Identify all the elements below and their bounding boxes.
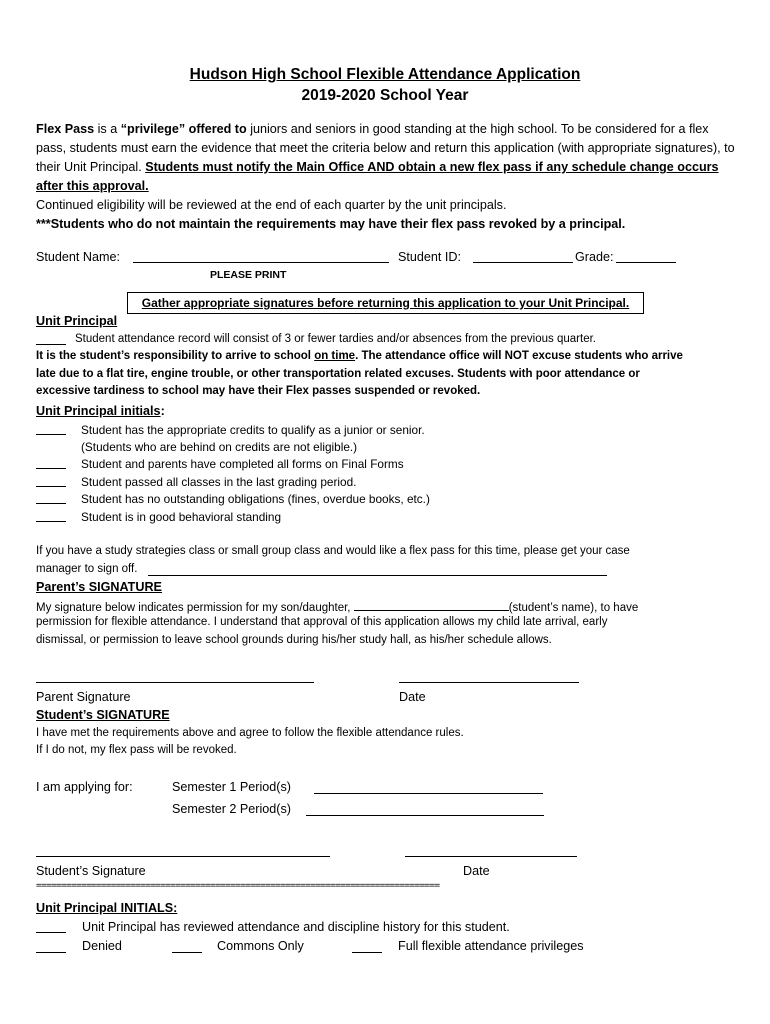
commons-only-label: Commons Only	[217, 939, 304, 953]
initial-blank[interactable]	[36, 456, 66, 469]
parent-date-label: Date	[399, 690, 426, 704]
semester-1-label: Semester 1 Period(s)	[172, 780, 291, 794]
form-title: Hudson High School Flexible Attendance Application	[189, 66, 581, 83]
study-class-line-2: manager to sign off.	[36, 563, 138, 575]
please-print-note: PLEASE PRINT	[210, 269, 287, 281]
initial-item-label: Student has no outstanding obligations (fines, overdue books, etc.)	[81, 492, 430, 506]
semester-2-label: Semester 2 Period(s)	[172, 802, 291, 816]
initial-item-label: Student is in good behavioral standing	[81, 510, 282, 524]
applying-for-label: I am applying for:	[36, 780, 133, 794]
responsibility-line-3: excessive tardiness to school may have their Flex passes suspended or revoked.	[36, 385, 481, 397]
responsibility-line-1	[36, 348, 683, 365]
student-date-field[interactable]	[405, 856, 577, 857]
gather-signatures-text: Gather appropriate signatures before returning this application to your Unit Principal.	[141, 296, 630, 310]
attendance-requirement: Student attendance record will consist of 3 or fewer tardies and/or absences from the previous quarter.	[75, 333, 596, 345]
initial-item-label: Student passed all classes in the last grading period.	[81, 475, 357, 489]
initial-blank[interactable]	[36, 422, 66, 435]
initial-item-label: (Students who are behind on credits are not eligible.)	[81, 440, 358, 454]
intro-is-a: is a	[94, 122, 121, 136]
parent-line-1a: My signature below indicates permission for my son/daughter,	[36, 602, 354, 614]
student-signature-field[interactable]	[36, 856, 330, 857]
section-separator: =================================================================================	[36, 880, 440, 891]
full-privileges-initial-blank[interactable]	[352, 952, 382, 953]
parent-line-3: dismissal, or permission to leave school grounds during his/her study hall, as his/her schedule allows.	[36, 634, 552, 646]
initials-heading	[36, 402, 165, 420]
initial-blank[interactable]	[36, 491, 66, 504]
parent-signature-heading: Parent’s SIGNATURE	[36, 580, 162, 594]
student-signature-label: Student’s Signature	[36, 864, 146, 878]
reviewed-initial-blank[interactable]	[36, 932, 66, 933]
case-manager-signature-field[interactable]	[148, 575, 607, 576]
semester-2-periods-field[interactable]	[306, 815, 544, 816]
parent-line-1b: (student’s name), to have	[508, 602, 639, 614]
grade-label: Grade:	[575, 250, 614, 264]
student-name-field[interactable]	[133, 262, 389, 263]
student-id-field[interactable]	[473, 262, 573, 263]
gather-signatures-box	[127, 292, 644, 314]
student-signature-heading: Student’s SIGNATURE	[36, 708, 170, 722]
flex-pass-term: Flex Pass	[36, 122, 95, 136]
student-agree-line-2: If I do not, my flex pass will be revoked.	[36, 744, 237, 756]
unit-principal-heading: Unit Principal	[36, 314, 118, 328]
initial-item-label: Student has the appropriate credits to qualify as a junior or senior.	[81, 423, 425, 437]
initial-item-label: Student and parents have completed all forms on Final Forms	[81, 457, 404, 471]
student-name-blank[interactable]	[354, 597, 509, 611]
initial-blank[interactable]	[36, 509, 66, 522]
parent-line-2: permission for flexible attendance. I understand that approval of this application allows my child late arrival, early	[36, 616, 608, 628]
initial-blank[interactable]	[36, 474, 66, 487]
initial-item-credits	[36, 422, 425, 440]
semester-1-periods-field[interactable]	[314, 793, 543, 794]
denied-initial-blank[interactable]	[36, 952, 66, 953]
revoked-warning: ***Students who do not maintain the requirements may have their flex pass revoked by a principal.	[36, 217, 626, 231]
initials-colon: :	[160, 404, 165, 418]
initial-item-final-forms	[36, 456, 404, 474]
commons-initial-blank[interactable]	[172, 952, 202, 953]
initial-item-behavior	[36, 509, 282, 527]
grade-field[interactable]	[616, 262, 676, 263]
initials-heading-text: Unit Principal initials	[36, 404, 161, 418]
notify-office-text: Students must notify the Main Office AND obtain a new flex pass if any schedule change occurs after this approval.	[36, 160, 719, 193]
responsibility-b: . The attendance office will NOT excuse students who arrive	[355, 350, 683, 362]
parent-date-field[interactable]	[399, 682, 579, 683]
parent-signature-field[interactable]	[36, 682, 314, 683]
responsibility-line-2: late due to a flat tire, engine trouble, or other transportation related excuses. Students with poor attendance or	[36, 368, 640, 380]
student-name-label: Student Name:	[36, 250, 121, 264]
intro-rest: juniors and seniors in good standing at the high school. To be considered for a flex pass, students must earn the evidence that meet the criteria below and return this application (with appropriate signatures), to their Unit Principal.	[36, 122, 735, 174]
parent-signature-label: Parent Signature	[36, 690, 131, 704]
attendance-initial-blank[interactable]	[36, 344, 66, 345]
continued-eligibility: Continued eligibility will be reviewed at the end of each quarter by the unit principals.	[36, 198, 507, 212]
initial-item-obligations	[36, 491, 430, 509]
student-agree-line-1: I have met the requirements above and agree to follow the flexible attendance rules.	[36, 727, 464, 739]
full-privileges-label: Full flexible attendance privileges	[398, 939, 584, 953]
study-class-line-1: If you have a study strategies class or small group class and would like a flex pass for this time, please get your case	[36, 545, 630, 557]
reviewed-statement: Unit Principal has reviewed attendance and discipline history for this student.	[82, 920, 510, 934]
initial-item-passed-classes	[36, 474, 357, 492]
school-year: 2019-2020 School Year	[301, 87, 469, 104]
denied-label: Denied	[82, 939, 122, 953]
intro-paragraph	[36, 120, 736, 234]
student-date-label: Date	[463, 864, 490, 878]
student-id-label: Student ID:	[398, 250, 462, 264]
privilege-text: “privilege” offered to	[120, 122, 247, 136]
final-initials-heading: Unit Principal INITIALS:	[36, 901, 178, 915]
responsibility-a: It is the student’s responsibility to arrive to school	[36, 350, 315, 362]
on-time-text: on time	[314, 350, 356, 362]
